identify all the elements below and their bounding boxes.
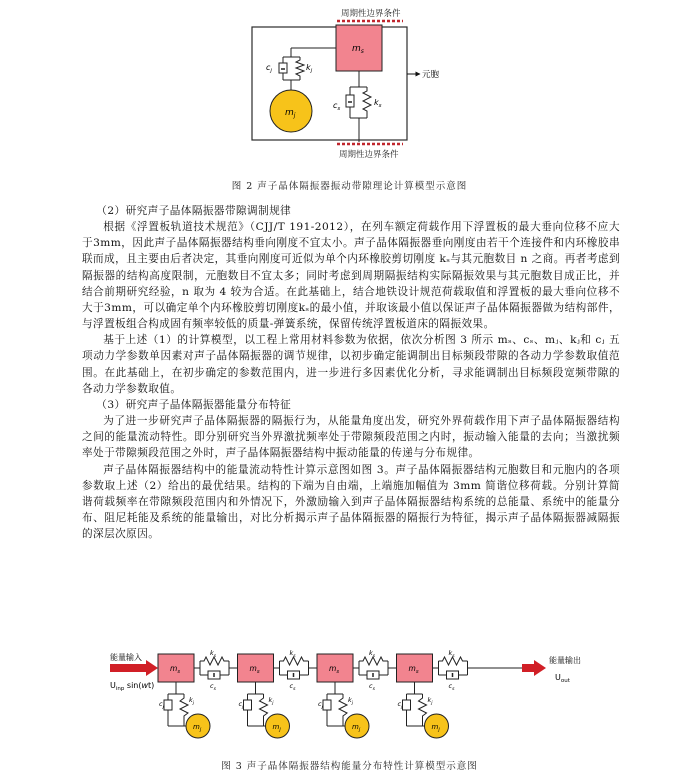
spring-ks-label-4: $k_s$ — [448, 649, 455, 659]
section-heading-3: （3）研究声子晶体隔振器能量分布特征 — [96, 398, 292, 411]
energy-output-arrow-icon — [522, 664, 534, 672]
damper-cj-label-4: $c_j$ — [397, 700, 403, 710]
damper-cj-label: $c_j$ — [266, 63, 272, 74]
damper-cj-icon-3 — [323, 700, 331, 710]
boundary-bottom-label: 周期性边界条件 — [339, 150, 399, 160]
spring-ks-label: $k_s$ — [374, 98, 382, 109]
mass-label-2: $m_s$ — [249, 664, 260, 675]
damper-cj-icon-2 — [244, 700, 252, 710]
resonator-label-2: $m_j$ — [272, 723, 281, 733]
spring-ks-label-1: $k_s$ — [210, 649, 217, 659]
damper-cs-label: $c_s$ — [333, 101, 341, 112]
damper-cj-icon-4 — [403, 700, 411, 710]
damper-cs-icon — [346, 95, 354, 107]
spring-kj-label-1: $k_j$ — [189, 696, 195, 706]
damper-cj-icon — [279, 63, 287, 73]
spring-ks-icon — [363, 87, 371, 118]
energy-input-arrow-icon — [110, 664, 146, 672]
spring-ks-label-3: $k_s$ — [369, 649, 376, 659]
paragraph-parameter-analysis: 基于上述（1）的计算模型，以工程上常用材料参数为依据，依次分析图 3 所示 mₛ、cₛ、mⱼ、kⱼ和 cⱼ 五项动力学参数单因素对声子晶体隔振器的调节规律，以初步确定能调制出目标频段带隙的各动力学参数取值范围。在此基础上，在初步确定的参数范围内，进一步进行多因素优化分析，寻求能调制出目标频段宽频带隙的各动力学参数取值。 — [82, 334, 620, 395]
damper-cs-label-2: $c_s$ — [289, 682, 296, 692]
spring-kj-label-4: $k_j$ — [427, 696, 433, 706]
spring-kj-label-3: $k_j$ — [348, 696, 354, 706]
body-text — [82, 203, 620, 542]
section-heading-2: （2）研究声子晶体隔振器带隙调制规律 — [96, 205, 292, 217]
spring-kj-icon — [296, 57, 304, 80]
figure-2-diagram — [243, 5, 463, 171]
resonator-mass-label: $m_j$ — [285, 108, 296, 119]
boundary-top-label: 周期性边界条件 — [341, 9, 401, 19]
resonator-label-1: $m_j$ — [193, 723, 202, 733]
paragraph-bandgap-regulation: 根据《浮置板轨道技术规范》（CJJ/T 191-2012），在列车额定荷载作用下浮置板的最大垂向位移不应大于3mm，因此声子晶体隔振器结构垂向刚度不宜太小。声子晶体隔振器垂向刚度由若干个连接件和内环橡胶串联而成，且主要由后者决定，其垂向刚度可近似为单个内环橡胶剪切刚度 kₛ与其元胞数目 n 之商。再者考虑到隔振器的结构高度限制，元胞数目不宜太多；同时考虑到周期隔振结构实际隔振效果与其元胞数目成正比，并结合前期研究经验，n 取为 4 较为合适。在此基础上，结合地铁设计规范荷载取值和浮置板的最大垂向位移不大于3mm，可以确定单个内环橡胶剪切刚度kₛ的最小值，并取该最小值以保证声子晶体隔振器做为结构部件，与浮置板组合构成固有频率较低的质量-弹簧系统，保留传统浮置板道床的隔振效果。 — [82, 221, 620, 331]
figure-3-diagram — [108, 648, 608, 752]
mass-label-4: $m_s$ — [408, 664, 419, 675]
damper-cj-icon-1 — [164, 700, 172, 710]
damper-cj-label-2: $c_j$ — [238, 700, 244, 710]
spring-ks-label-2: $k_s$ — [289, 649, 296, 659]
resonator-label-4: $m_j$ — [431, 723, 440, 733]
spring-kj-label-2: $k_j$ — [268, 696, 274, 706]
figure-3-caption: 图 3 声子晶体隔振器结构能量分布特性计算模型示意图 — [221, 761, 478, 772]
paragraph-energy-research: 为了进一步研究声子晶体隔振器的隔振行为，从能量角度出发，研究外界荷载作用下声子晶体隔振器结构之间的能量流动特性。即分别研究当外界激扰频率处于带隙频段范围之内时，振动输入能量的去向；当激扰频率处于带隙频段范围之外时，声子晶体隔振器结构中振动能量的传递与分布规律。 — [82, 415, 620, 460]
spring-kj-label: $k_j$ — [306, 63, 313, 74]
mass-label-1: $m_s$ — [170, 664, 181, 675]
energy-input-formula: $U_{inp}$ sin(wt) — [110, 681, 155, 692]
damper-cj-label-1: $c_j$ — [159, 700, 164, 710]
damper-cj-label-3: $c_j$ — [318, 700, 323, 710]
paragraph-energy-model: 声子晶体隔振器结构中的能量流动特性计算示意图如图 3。声子晶体隔振器结构元胞数目和元胞内的各项参数取上述（2）给出的最优结果。结构的下端为自由端，上端施加幅值为 3mm 简谐位移荷载。分别计算简谐荷载频率在带隙频段范围内和外情况下，外激励输入到声子晶体隔振器结构系统的总能量、系统中的能量分布、阻尼耗能及系统的能量输出，对比分析揭示声子晶体隔振器的隔振行为特征，揭示声子晶体隔振器减隔振的深层次原因。 — [82, 463, 620, 541]
damper-cs-label-1: $c_s$ — [210, 682, 216, 692]
damper-cs-label-4: $c_s$ — [448, 682, 455, 692]
damper-cs-label-3: $c_s$ — [369, 682, 375, 692]
energy-output-formula: $U_{out}$ — [555, 673, 570, 684]
main-mass-label: $m_s$ — [352, 44, 364, 55]
energy-output-label: 能量输出 — [549, 656, 581, 665]
figure-2-caption: 图 2 声子晶体隔振器振动带隙理论计算模型示意图 — [231, 181, 468, 192]
energy-input-label: 能量输入 — [110, 653, 142, 662]
resonator-label-3: $m_j$ — [352, 723, 361, 733]
cell-label: 元胞 — [422, 70, 440, 80]
mass-label-3: $m_s$ — [329, 664, 340, 675]
